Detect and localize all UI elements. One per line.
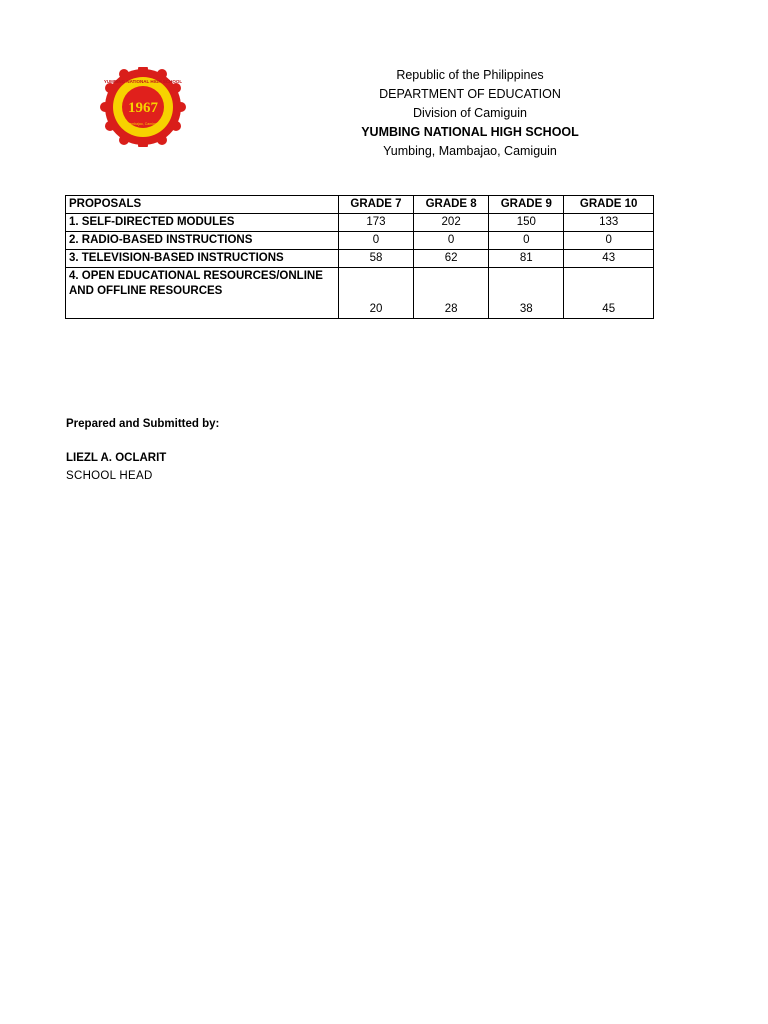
header-school-name: YUMBING NATIONAL HIGH SCHOOL: [361, 125, 579, 139]
document-header: [270, 66, 670, 161]
logo-year-text: 1967: [128, 100, 158, 116]
header-address: Yumbing, Mambajao, Camiguin: [383, 144, 557, 158]
header-department: DEPARTMENT OF EDUCATION: [379, 87, 561, 101]
cell-value: 0: [338, 232, 413, 250]
school-logo: [97, 67, 189, 147]
table-row: [66, 250, 654, 268]
table-row: [66, 268, 654, 319]
logo-ring-text: YUMBING NATIONAL HIGH SCHOOL: [103, 79, 183, 84]
header-country: Republic of the Philippines: [396, 68, 544, 82]
column-header-proposals: PROPOSALS: [66, 196, 339, 214]
prepared-by-label: Prepared and Submitted by:: [66, 418, 220, 430]
signer-title: SCHOOL HEAD: [66, 470, 153, 482]
logo-motto-text: Mambajao, Camiguin: [126, 122, 160, 126]
cell-value: 45: [564, 268, 654, 319]
cell-value: 0: [489, 232, 564, 250]
row-label: 4. OPEN EDUCATIONAL RESOURCES/ONLINE AND OFFLINE RESOURCES: [66, 268, 339, 319]
column-header-grade-7: GRADE 7: [338, 196, 413, 214]
cell-value: 20: [338, 268, 413, 319]
column-header-grade-9: GRADE 9: [489, 196, 564, 214]
cell-value: 81: [489, 250, 564, 268]
cell-value: 150: [489, 214, 564, 232]
table-row: [66, 214, 654, 232]
row-label: 1. SELF-DIRECTED MODULES: [66, 214, 339, 232]
table-header-row: [66, 196, 654, 214]
cell-value: 0: [414, 232, 489, 250]
cell-value: 202: [414, 214, 489, 232]
cell-value: 58: [338, 250, 413, 268]
cell-value: 28: [414, 268, 489, 319]
header-division: Division of Camiguin: [413, 106, 527, 120]
table-row: [66, 232, 654, 250]
row-label: 2. RADIO-BASED INSTRUCTIONS: [66, 232, 339, 250]
column-header-grade-8: GRADE 8: [414, 196, 489, 214]
cell-value: 43: [564, 250, 654, 268]
cell-value: 0: [564, 232, 654, 250]
row-label: 3. TELEVISION-BASED INSTRUCTIONS: [66, 250, 339, 268]
signer-name: LIEZL A. OCLARIT: [66, 452, 167, 464]
cell-value: 38: [489, 268, 564, 319]
proposals-table: [65, 195, 654, 319]
cell-value: 173: [338, 214, 413, 232]
column-header-grade-10: GRADE 10: [564, 196, 654, 214]
cell-value: 62: [414, 250, 489, 268]
cell-value: 133: [564, 214, 654, 232]
